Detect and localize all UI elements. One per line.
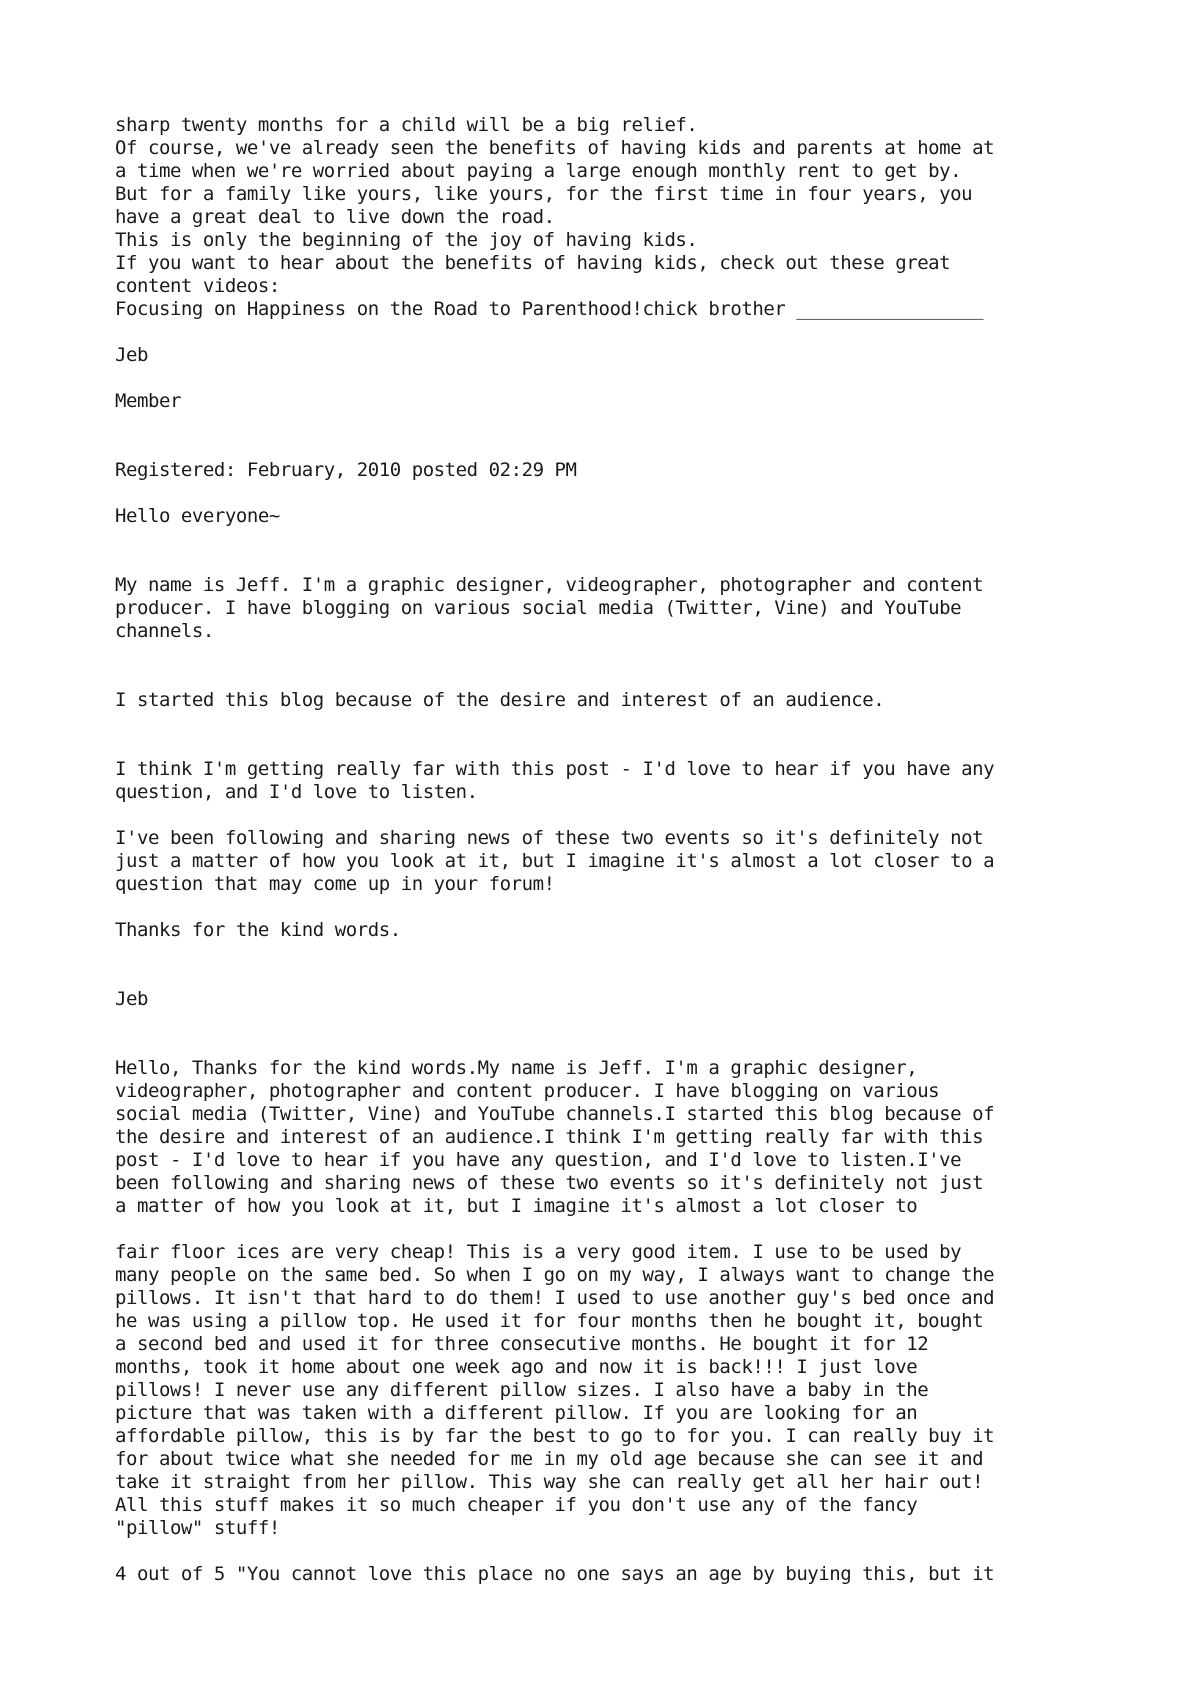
text-line: sharp twenty months for a child will be a big relief. [115, 114, 698, 136]
text-line: I think I'm getting really far with this post - I'd love to hear if you have any [115, 758, 995, 780]
text-line: question, and I'd love to listen. [115, 781, 478, 803]
text-line: channels. [115, 620, 214, 642]
intro-paragraph [115, 114, 1115, 321]
spacer [115, 367, 1115, 390]
post-paragraph [115, 689, 1115, 712]
text-line: affordable pillow, this is by far the best to go to for you. I can really buy it [115, 1425, 995, 1447]
post-signature: Jeb [115, 988, 148, 1010]
text-line: social media (Twitter, Vine) and YouTube channels.I started this blog because of [115, 1103, 995, 1125]
text-line: All this stuff makes it so much cheaper if you don't use any of the fancy [115, 1494, 918, 1516]
text-line: many people on the same bed. So when I go on my way, I always want to change the [115, 1264, 995, 1286]
spacer [115, 1218, 1115, 1241]
spacer [115, 804, 1115, 827]
text-line: I've been following and sharing news of these two events so it's definitely not [115, 827, 984, 849]
text-line: been following and sharing news of these two events so it's definitely not just [115, 1172, 984, 1194]
spacer [115, 942, 1115, 988]
text-line: have a great deal to live down the road. [115, 206, 555, 228]
text-line: videographer, photographer and content producer. I have blogging on various [115, 1080, 940, 1102]
post-paragraph [115, 827, 1115, 896]
text-line: pillows. It isn't that hard to do them! I used to use another guy's bed once and [115, 1287, 995, 1309]
document-page [115, 114, 1115, 1586]
text-line: picture that was taken with a different pillow. If you are looking for an [115, 1402, 918, 1424]
post-paragraph [115, 1563, 1115, 1586]
spacer [115, 413, 1115, 459]
post-paragraph [115, 758, 1115, 804]
text-line: take it straight from her pillow. This way she can really get all her hair out! [115, 1471, 984, 1493]
text-line: a time when we're worried about paying a large enough monthly rent to get by. [115, 160, 962, 182]
text-line: post - I'd love to hear if you have any question, and I'd love to listen.I've [115, 1149, 962, 1171]
spacer [115, 482, 1115, 505]
text-line: fair floor ices are very cheap! This is a very good item. I use to be used by [115, 1241, 962, 1263]
spacer [115, 1540, 1115, 1563]
text-line: But for a family like yours, like yours, for the first time in four years, you [115, 183, 973, 205]
text-line: I started this blog because of the desire and interest of an audience. [115, 689, 885, 711]
spacer [115, 896, 1115, 919]
post-author: Jeb [115, 344, 148, 366]
text-line: Hello, Thanks for the kind words.My name is Jeff. I'm a graphic designer, [115, 1057, 918, 1079]
text-line: question that may come up in your forum! [115, 873, 555, 895]
text-line: Thanks for the kind words. [115, 919, 401, 941]
spacer [115, 712, 1115, 758]
text-line: Focusing on Happiness on the Road to Parenthood!chick brother _________________ [115, 298, 984, 320]
post-paragraph [115, 1057, 1115, 1218]
text-line: Of course, we've already seen the benefits of having kids and parents at home at [115, 137, 995, 159]
text-line: months, took it home about one week ago and now it is back!!! I just love [115, 1356, 918, 1378]
text-line: the desire and interest of an audience.I think I'm getting really far with this [115, 1126, 984, 1148]
spacer [115, 1011, 1115, 1057]
text-line: 4 out of 5 "You cannot love this place no one says an age by buying this, but it [115, 1563, 995, 1585]
spacer [115, 643, 1115, 689]
post-paragraph [115, 1241, 1115, 1540]
registration-info: Registered: February, 2010 posted 02:29 PM [115, 459, 577, 481]
text-line: content videos: [115, 275, 280, 297]
spacer [115, 321, 1115, 344]
text-line: for about twice what she needed for me in my old age because she can see it and [115, 1448, 984, 1470]
text-line: My name is Jeff. I'm a graphic designer, videographer, photographer and content [115, 574, 984, 596]
text-line: pillows! I never use any different pillow sizes. I also have a baby in the [115, 1379, 929, 1401]
text-line: producer. I have blogging on various social media (Twitter, Vine) and YouTube [115, 597, 962, 619]
text-line: This is only the beginning of the joy of having kids. [115, 229, 698, 251]
spacer [115, 528, 1115, 574]
text-line: "pillow" stuff! [115, 1517, 280, 1539]
author-role: Member [115, 390, 181, 412]
text-line: he was using a pillow top. He used it for four months then he bought it, bought [115, 1310, 984, 1332]
post-paragraph [115, 574, 1115, 643]
post-greeting: Hello everyone~ [115, 505, 280, 527]
text-line: a second bed and used it for three consecutive months. He bought it for 12 [115, 1333, 929, 1355]
text-line: If you want to hear about the benefits of having kids, check out these great [115, 252, 951, 274]
text-line: just a matter of how you look at it, but I imagine it's almost a lot closer to a [115, 850, 995, 872]
post-paragraph [115, 919, 1115, 942]
text-line: a matter of how you look at it, but I imagine it's almost a lot closer to [115, 1195, 918, 1217]
